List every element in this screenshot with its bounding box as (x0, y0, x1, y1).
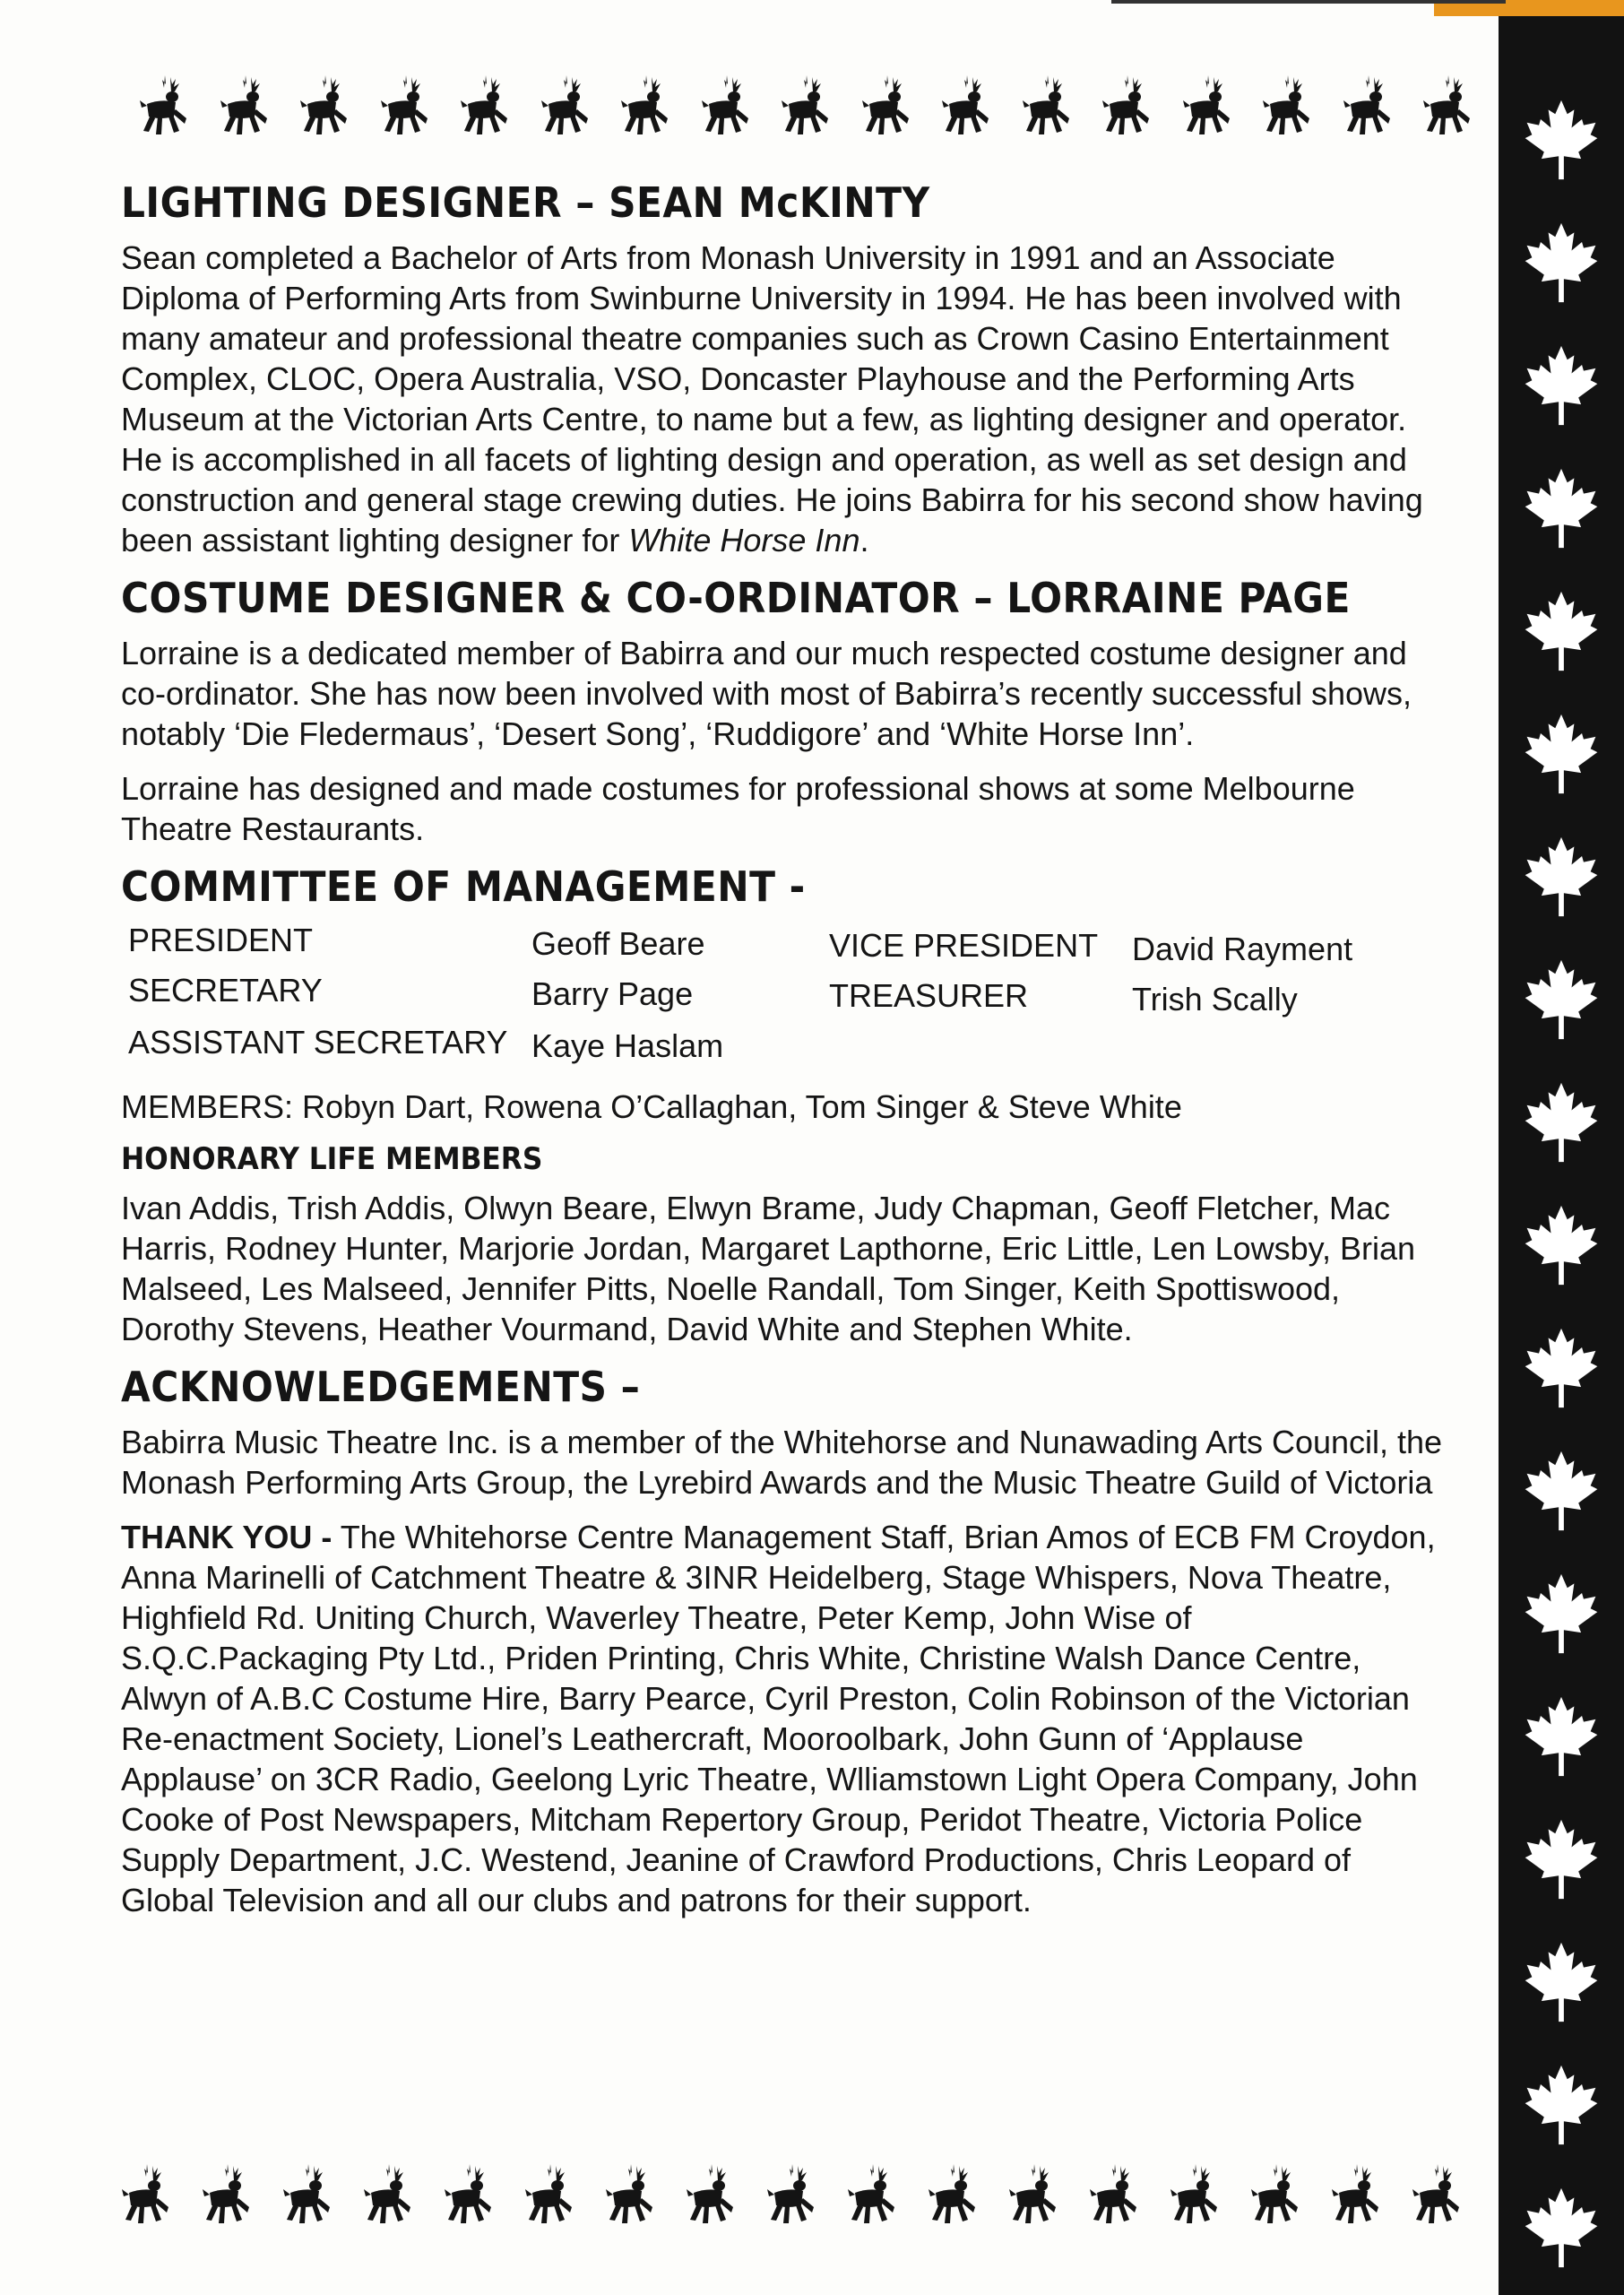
reindeer-icon (616, 72, 678, 143)
thank-you-text: The Whitehorse Centre Management Staff, Brian Amos of ECB FM Croydon, Anna Marinelli of Catchment Theatre & 3INR Heidelberg, Stage Whispers, Nova Theatre, Highfield Rd. Uniting Church, Waverley Theatre, Peter Kemp, John Wise of S.Q.C.Packaging Pty Ltd., Priden Printing, Chris White, Christine Walsh Dance Centre, Alwyn of A.B.C Costume Hire, Barry Pearce, Cyril Preston, Colin Robinson of the Victorian Re-enactment Society, Lionel’s Leathercraft, Mooroolbark, John Gunn of ‘Applause Applause’ on 3CR Radio, Geelong Lyric Theatre, Wlliamstown Light Opera Company, John Cooke of Post Newspapers, Mitcham Repertory Group, Peridot Theatre, Victoria Police Supply Department, J.C. Westend, Jeanine of Crawford Productions, Chris Leopard of Global Television and all our clubs and patrons for their support. (121, 1518, 1436, 1918)
reindeer-icon (681, 2161, 744, 2232)
reindeer-icon (215, 72, 278, 143)
reindeer-icon (197, 2161, 260, 2232)
reindeer-icon (1017, 72, 1080, 143)
thank-you-label: THANK YOU - (121, 1518, 333, 1555)
assistant-secretary-label: ASSISTANT SECRETARY (128, 1023, 508, 1061)
maple-leaf-icon (1518, 1571, 1604, 1657)
maple-leaf-icon (1518, 711, 1604, 797)
reindeer-icon (1338, 72, 1401, 143)
maple-leaf-icon (1518, 97, 1604, 183)
treasurer-name: Trish Scally (1132, 980, 1298, 1018)
thank-you-paragraph (121, 1517, 1447, 1920)
maple-leaf-icon (1518, 1325, 1604, 1411)
maple-leaf-icon (1518, 1939, 1604, 2025)
president-name: Geoff Beare (531, 924, 705, 962)
reindeer-icon (1246, 2161, 1309, 2232)
reindeer-icon (134, 72, 197, 143)
reindeer-icon (1257, 72, 1320, 143)
maple-leaf-icon (1518, 1448, 1604, 1534)
lighting-body-text: Sean completed a Bachelor of Arts from Monash University in 1991 and an Associate Diploma of Performing Arts from Swinburne University in 1994. He has been involved with many amateur and professional theatre companies such as Crown Casino Entertainment Complex, CLOC, Opera Australia, VSO, Doncaster Playhouse and the Performing Arts Museum at the Victorian Arts Centre, to name but a few, as lighting designer and operator. He is accomplished in all facets of lighting design and operation, as well as set design and construction and general stage crewing duties. He joins Babirra for his second show having been assistant lighting designer for (121, 238, 1423, 559)
reindeer-icon (455, 72, 518, 143)
reindeer-icon (1407, 2161, 1470, 2232)
lighting-show-title: White Horse Inn (628, 521, 860, 559)
vice-president-label: VICE PRESIDENT (829, 926, 1099, 964)
vice-president-name: David Rayment (1132, 930, 1353, 967)
costume-para-1: Lorraine is a dedicated member of Babirra and our much respected costume designer and co-ordinator. She has now been involved with most of Babirra’s recently successful shows, notably ‘Die Fledermaus’, ‘Desert Song’, ‘Ruddigore’ and ‘White Horse Inn’. (121, 634, 1412, 752)
president-label: PRESIDENT (128, 921, 314, 958)
reindeer-icon (600, 2161, 663, 2232)
secretary-label: SECRETARY (128, 971, 323, 1009)
costume-heading: COSTUME DESIGNER & CO-ORDINATOR – LORRAINE PAGE (121, 573, 1351, 622)
lighting-heading: LIGHTING DESIGNER – SEAN McKINTY (121, 178, 930, 227)
maple-leaf-icon (1518, 957, 1604, 1043)
reindeer-icon (1418, 72, 1481, 143)
maple-leaf-icon (1518, 2185, 1604, 2271)
maple-leaf-icon (1518, 465, 1604, 551)
reindeer-icon (762, 2161, 825, 2232)
committee-members: MEMBERS: Robyn Dart, Rowena O’Callaghan, Tom Singer & Steve White (121, 1087, 1182, 1125)
reindeer-icon (1084, 2161, 1147, 2232)
reindeer-icon (842, 2161, 905, 2232)
reindeer-icon (937, 72, 999, 143)
reindeer-icon (1165, 2161, 1228, 2232)
maple-leaf-icon (1518, 1693, 1604, 1780)
reindeer-icon (923, 2161, 986, 2232)
lighting-body-end: . (860, 521, 869, 559)
reindeer-icon (1178, 72, 1240, 143)
reindeer-icon (1004, 2161, 1067, 2232)
top-edge-line (1111, 0, 1506, 4)
secretary-name: Barry Page (531, 974, 694, 1012)
maple-leaf-icon (1518, 588, 1604, 674)
costume-para-2: Lorraine has designed and made costumes for professional shows at some Melbourne Theatre Restaurants. (121, 769, 1355, 847)
maple-leaf-icon (1518, 342, 1604, 429)
reindeer-icon (439, 2161, 502, 2232)
maple-leaf-icon (1518, 834, 1604, 920)
maple-leaf-band (1499, 16, 1624, 2295)
reindeer-icon (1326, 2161, 1389, 2232)
acknowledgements-heading: ACKNOWLEDGEMENTS – (121, 1362, 641, 1411)
maple-leaf-icon (1518, 1816, 1604, 1902)
reindeer-icon (278, 2161, 341, 2232)
reindeer-icon (295, 72, 358, 143)
reindeer-icon (1097, 72, 1160, 143)
honorary-heading: HONORARY LIFE MEMBERS (121, 1140, 543, 1177)
reindeer-icon (358, 2161, 421, 2232)
maple-leaf-icon (1518, 1202, 1604, 1288)
lighting-body (121, 238, 1447, 560)
maple-leaf-icon (1518, 1079, 1604, 1165)
assistant-secretary-name: Kaye Haslam (531, 1026, 724, 1064)
acknowledgements-body: Babirra Music Theatre Inc. is a member of the Whitehorse and Nunawading Arts Council, the Monash Performing Arts Group, the Lyrebird Awards and the Music Theatre Guild of Victoria (121, 1423, 1443, 1501)
committee-table (121, 922, 1447, 1081)
reindeer-icon (857, 72, 920, 143)
honorary-names: Ivan Addis, Trish Addis, Olwyn Beare, Elwyn Brame, Judy Chapman, Geoff Fletcher, Mac Harris, Rodney Hunter, Marjorie Jordan, Margaret Lapthorne, Eric Little, Len Lowsby, Brian Malseed, Les Malseed, Jennifer Pitts, Noelle Randall, Tom Singer, Keith Spottiswood, Dorothy Stevens, Heather Vourmand, David White and Stephen White. (121, 1189, 1416, 1347)
maple-leaf-icon (1518, 220, 1604, 306)
reindeer-border-top (134, 72, 1479, 152)
reindeer-icon (536, 72, 599, 143)
reindeer-border-bottom (117, 2161, 1461, 2241)
committee-heading: COMMITTEE OF MANAGEMENT - (121, 862, 806, 911)
page-content (121, 179, 1447, 1935)
reindeer-icon (776, 72, 839, 143)
treasurer-label: TREASURER (829, 976, 1029, 1014)
reindeer-icon (376, 72, 438, 143)
reindeer-icon (117, 2161, 179, 2232)
reindeer-icon (520, 2161, 583, 2232)
maple-leaf-icon (1518, 2062, 1604, 2148)
reindeer-icon (696, 72, 759, 143)
